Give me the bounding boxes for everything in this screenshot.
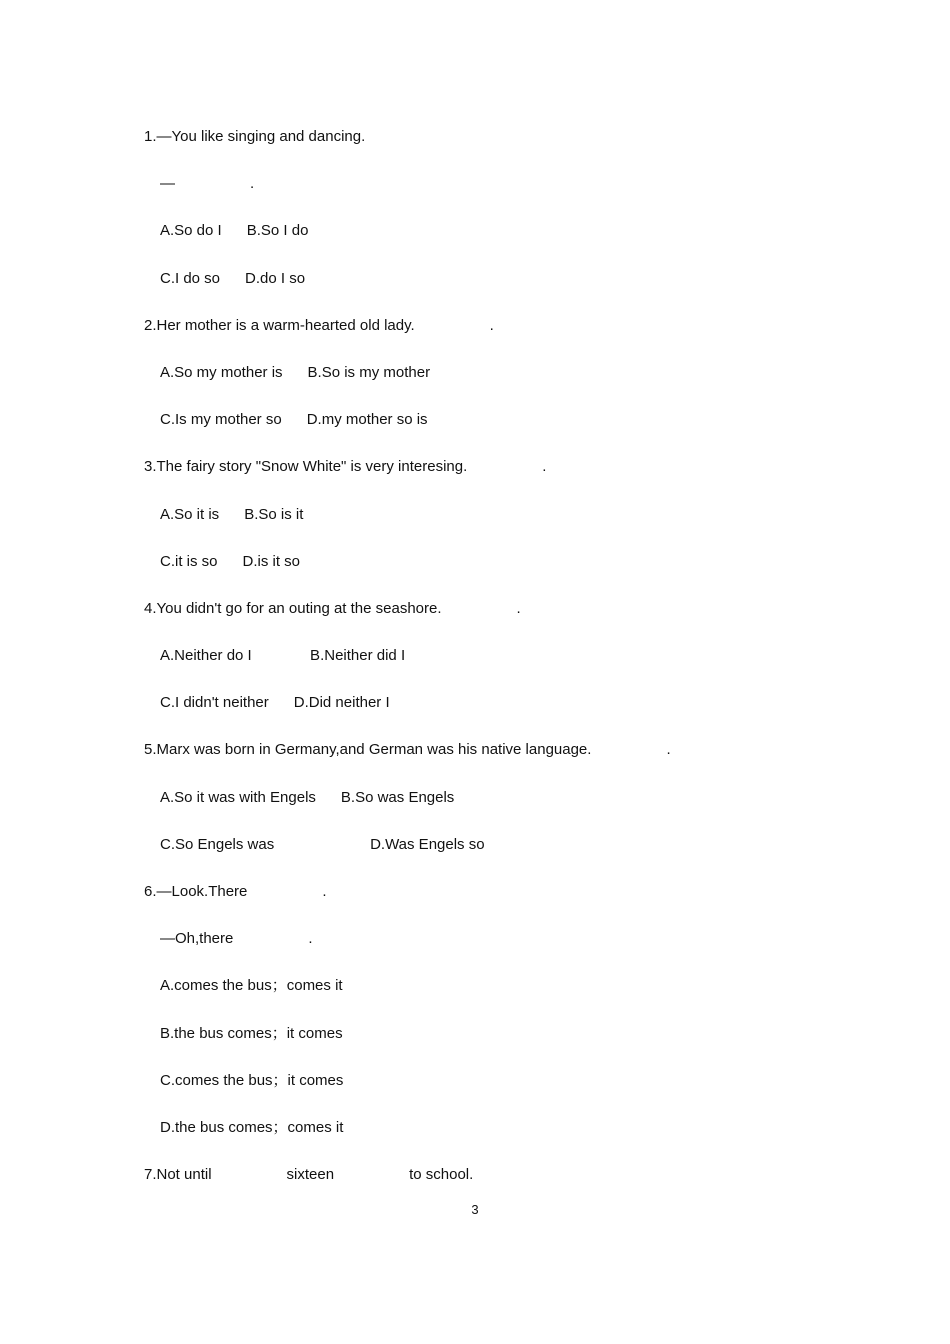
question-6-stem: 6.—Look.There . <box>144 883 327 900</box>
question-3-stem: 3.The fairy story "Snow White" is very interesing. . <box>144 458 547 476</box>
question-3-options-ab: A.So it is B.So is it <box>160 505 304 523</box>
question-4-stem: 4.You didn't go for an outing at the seashore. . <box>144 599 521 617</box>
question-5-options-cd: C.So Engels was D.Was Engels so <box>160 835 485 853</box>
question-6-response: —Oh,there . <box>160 930 313 948</box>
question-6-option-b: B.the bus comes；it comes <box>160 1024 343 1042</box>
page-number: 3 <box>471 1202 479 1217</box>
question-6-option-d: D.the bus comes；comes it <box>160 1118 344 1136</box>
question-1-options-ab: A.So do I B.So I do <box>160 222 309 240</box>
question-6-option-c: C.comes the bus；it comes <box>160 1071 344 1089</box>
question-3-options-cd: C.it is so D.is it so <box>160 552 301 570</box>
question-1-stem: 1.—You like singing and dancing. <box>144 128 366 145</box>
question-list <box>144 124 844 1209</box>
question-7-stem: 7.Not until sixteen to school. <box>144 1166 474 1184</box>
question-2-options-ab: A.So my mother is B.So is my mother <box>160 363 431 381</box>
question-1-response: — . <box>160 175 255 193</box>
question-6-option-a: A.comes the bus；comes it <box>160 977 343 995</box>
question-2-stem: 2.Her mother is a warm-hearted old lady. . <box>144 316 494 334</box>
question-2-options-cd: C.Is my mother so D.my mother so is <box>160 411 428 429</box>
question-5-options-ab: A.So it was with Engels B.So was Engels <box>160 788 455 806</box>
question-4-options-cd: C.I didn't neither D.Did neither I <box>160 694 390 712</box>
question-5-stem: 5.Marx was born in Germany,and German was his native language. . <box>144 741 671 759</box>
question-1-options-cd: C.I do so D.do I so <box>160 269 306 287</box>
question-4-options-ab: A.Neither do I B.Neither did I <box>160 647 406 665</box>
